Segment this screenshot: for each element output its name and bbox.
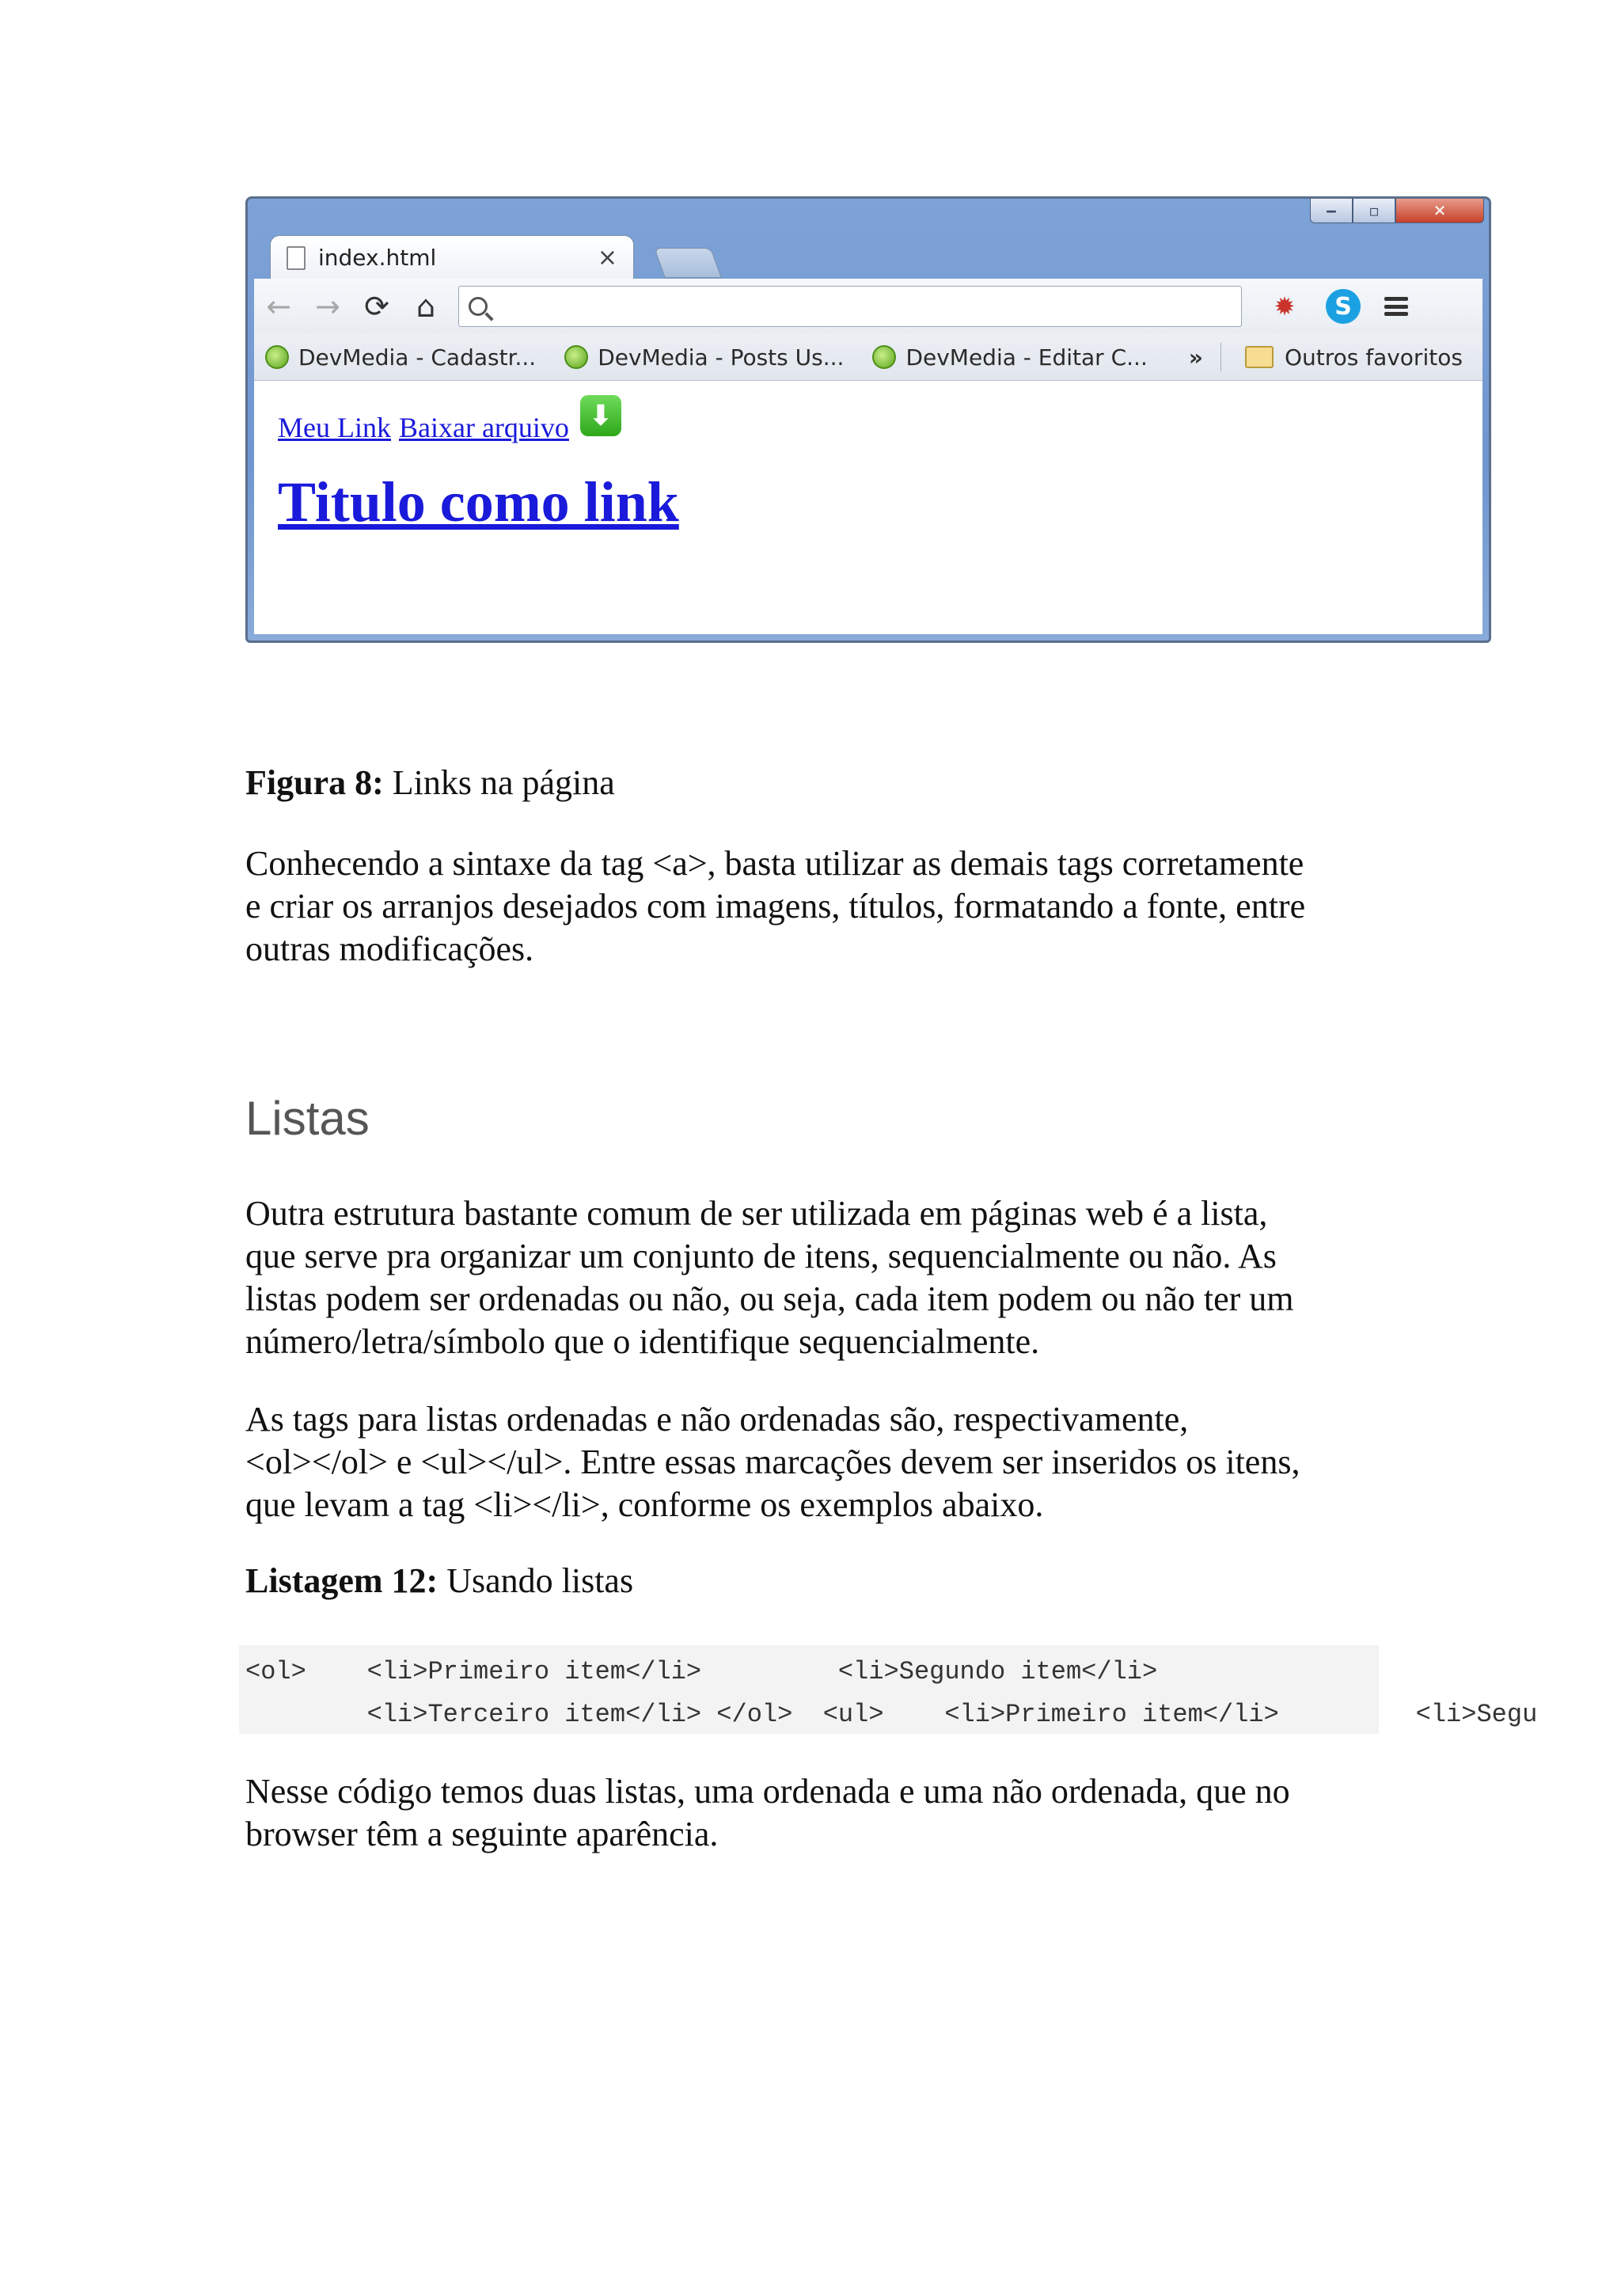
paragraph-line: e criar os arranjos desejados com imagens, títulos, formatando a fonte, entre (245, 887, 1306, 926)
figure-caption-label: Figura 8: (245, 763, 384, 802)
new-tab-button[interactable] (654, 248, 722, 278)
bookmark-favicon-icon (265, 345, 289, 369)
bookmarks-divider (1220, 343, 1221, 371)
bookmark-label: DevMedia - Posts Us... (598, 344, 845, 371)
meu-link[interactable]: Meu Link (278, 412, 391, 443)
folder-icon (1245, 346, 1274, 368)
listing-caption (245, 1560, 1385, 1602)
minimize-button[interactable]: ‒ (1310, 199, 1353, 223)
paragraph-line: que levam a tag <li></li>, conforme os exemplos abaixo. (245, 1485, 1044, 1524)
title-link[interactable]: Titulo como link (278, 470, 679, 534)
paragraph-line: número/letra/símbolo que o identifique sequencialmente. (245, 1322, 1040, 1361)
figure-caption (245, 762, 1385, 804)
search-icon (469, 297, 488, 316)
figure-caption-text: Links na página (392, 763, 615, 802)
close-window-button[interactable]: ✕ (1395, 199, 1484, 223)
listing-caption-label: Listagem 12: (245, 1561, 438, 1600)
paragraph-3 (245, 1398, 1385, 1526)
baixar-arquivo-link[interactable]: Baixar arquivo (398, 412, 569, 443)
listing-caption-text: Usando listas (446, 1561, 634, 1600)
bookmarks-overflow-icon[interactable]: » (1188, 344, 1203, 371)
other-bookmarks-label: Outros favoritos (1284, 344, 1463, 371)
bookmark-favicon-icon (872, 345, 896, 369)
paragraph-line: que serve pra organizar um conjunto de itens, sequencialmente ou não. As (245, 1237, 1277, 1275)
code-line: <ol> <li>Primeiro item</li> <li>Segundo item</li> (245, 1657, 1158, 1686)
browser-toolbar (254, 279, 1482, 334)
bookmark-item[interactable] (265, 344, 536, 371)
other-bookmarks-folder[interactable] (1245, 344, 1463, 371)
code-line: <li>Terceiro item</li> </ol> <ul> <li>Primeiro item</li> <li>Segu (245, 1700, 1538, 1729)
back-icon[interactable]: ← (266, 289, 291, 324)
tab-title: index.html (318, 245, 437, 271)
page-viewport (254, 381, 1482, 634)
paragraph-line: As tags para listas ordenadas e não ordenadas são, respectivamente, (245, 1400, 1189, 1439)
paragraph-4 (245, 1770, 1385, 1856)
extension-bug-icon[interactable]: ✹ (1274, 291, 1296, 321)
home-icon[interactable]: ⌂ (416, 289, 436, 324)
bookmark-item[interactable] (564, 344, 844, 371)
section-heading: Listas (245, 1092, 370, 1145)
window-controls (1310, 199, 1484, 226)
paragraph-line: outras modificações. (245, 929, 534, 968)
tab-close-icon[interactable]: × (597, 244, 617, 272)
download-icon[interactable]: ⬇ (580, 395, 621, 436)
paragraph-line: <ol></ol> e <ul></ul>. Entre essas marcações devem ser inseridos os itens, (245, 1443, 1300, 1481)
address-bar[interactable] (458, 286, 1242, 327)
bookmark-label: DevMedia - Cadastr... (298, 344, 537, 371)
paragraph-line: browser têm a seguinte aparência. (245, 1815, 719, 1853)
paragraph-line: Nesse código temos duas listas, uma ordenada e uma não ordenada, que no (245, 1772, 1290, 1811)
bookmark-item[interactable] (872, 344, 1147, 371)
paragraph-line: Conhecendo a sintaxe da tag <a>, basta utilizar as demais tags corretamente (245, 844, 1304, 883)
paragraph-line: Outra estrutura bastante comum de ser utilizada em páginas web é a lista, (245, 1194, 1268, 1233)
skype-icon[interactable]: S (1326, 289, 1361, 324)
browser-screenshot (245, 196, 1491, 643)
paragraph-1 (245, 842, 1385, 971)
menu-icon[interactable] (1384, 297, 1408, 316)
bookmarks-bar (254, 334, 1482, 381)
reload-icon[interactable]: ⟳ (364, 289, 389, 324)
browser-tab[interactable] (270, 235, 634, 279)
maximize-button[interactable]: ▫ (1353, 199, 1395, 223)
paragraph-2 (245, 1192, 1385, 1363)
document-icon (287, 246, 306, 270)
bookmark-label: DevMedia - Editar C... (905, 344, 1148, 371)
forward-icon[interactable]: → (315, 289, 340, 324)
bookmark-favicon-icon (564, 345, 588, 369)
paragraph-line: listas podem ser ordenadas ou não, ou seja, cada item podem ou não ter um (245, 1279, 1294, 1318)
link-row (278, 399, 621, 444)
